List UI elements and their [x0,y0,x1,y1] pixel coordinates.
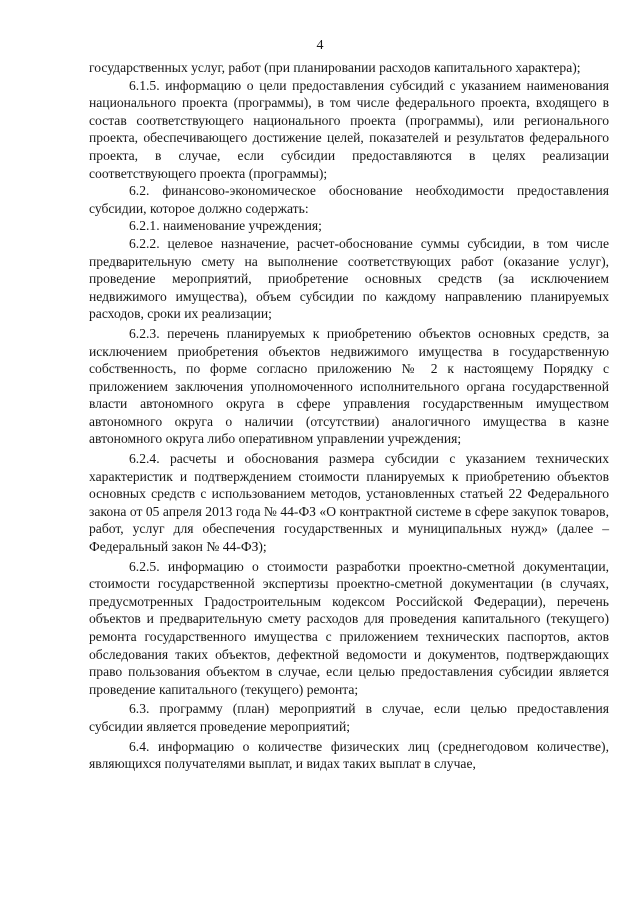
paragraph-6-2: 6.2. финансово-экономическое обоснование необходимости предоставления субсидии, которое должно содержать: [89,183,609,216]
paragraph-6-2-4: 6.2.4. расчеты и обоснования размера субсидии с указанием технических характеристик и подтверждением стоимости планируемых к приобретению объектов основных средств с использованием методов, установленных статьей 22 Федерального закона от 05 апреля 2013 года № 44-ФЗ «О контрактной системе в сфере закупок товаров, работ, услуг для обеспечения государственных и муниципальных нужд» (далее – Федеральный закон № 44-ФЗ); [89,451,609,555]
paragraph-continuation: государственных услуг, работ (при планировании расходов капитального характера); [89,60,581,75]
page-number: 4 [316,38,324,53]
paragraph-6-3: 6.3. программу (план) мероприятий в случае, если целью предоставления субсидии является проведение мероприятий; [89,701,609,734]
paragraph-6-4: 6.4. информацию о количестве физических лиц (среднегодовом количестве), являющихся получателями выплат, и видах таких выплат в случае, [89,738,609,772]
paragraph-6-1-5: 6.1.5. информацию о цели предоставления субсидий с указанием наименования национального проекта (программы), в том числе федерального проекта, входящего в состав соответствующего национального проекта (программы), или регионального проекта, обеспечивающего достижение целей, показателей и результатов федерального проекта, в случае, если субсидии предоставляются в целях реализации соответствующего проекта (программы); [89,77,609,181]
paragraph-6-2-5: 6.2.5. информацию о стоимости разработки проектно-сметной документации, стоимости государственной экспертизы проектно-сметной документации (в случаях, предусмотренных Градостроительным кодексом Российской Федерации), перечень объектов и предварительную смету расходов для проведения капитального (текущего) ремонта государственного имущества с приложением технических паспортов, актов обследования таких объектов, дефектной ведомости и документов, подтверждающих право пользования объектом в случае, если целью предоставления субсидии является проведение капитального (текущего) ремонта; [89,558,609,697]
paragraph-6-2-2: 6.2.2. целевое назначение, расчет-обоснование суммы субсидии, в том числе предварительную смету на выполнение соответствующих работ (оказание услуг), проведение мероприятий, приобретение основных средств (за исключением недвижимого имущества), объем субсидии по каждому направлению планируемых расходов, сроки их реализации; [89,235,609,322]
document-body [89,59,609,773]
paragraph-6-2-1: 6.2.1. наименование учреждения; [129,218,322,234]
paragraph-6-2-3: 6.2.3. перечень планируемых к приобретению объектов основных средств, за исключением приобретения объектов недвижимого имущества в государственную собственность, по форме согласно приложению № 2 к настоящему Порядку с приложением заключения уполномоченного исполнительного органа государственной власти автономного округа в сфере управления государственным имуществом автономного округа о наличии (отсутствии) аналогичного имущества в казне автономного округа либо оперативном управлении учреждения; [89,325,609,447]
